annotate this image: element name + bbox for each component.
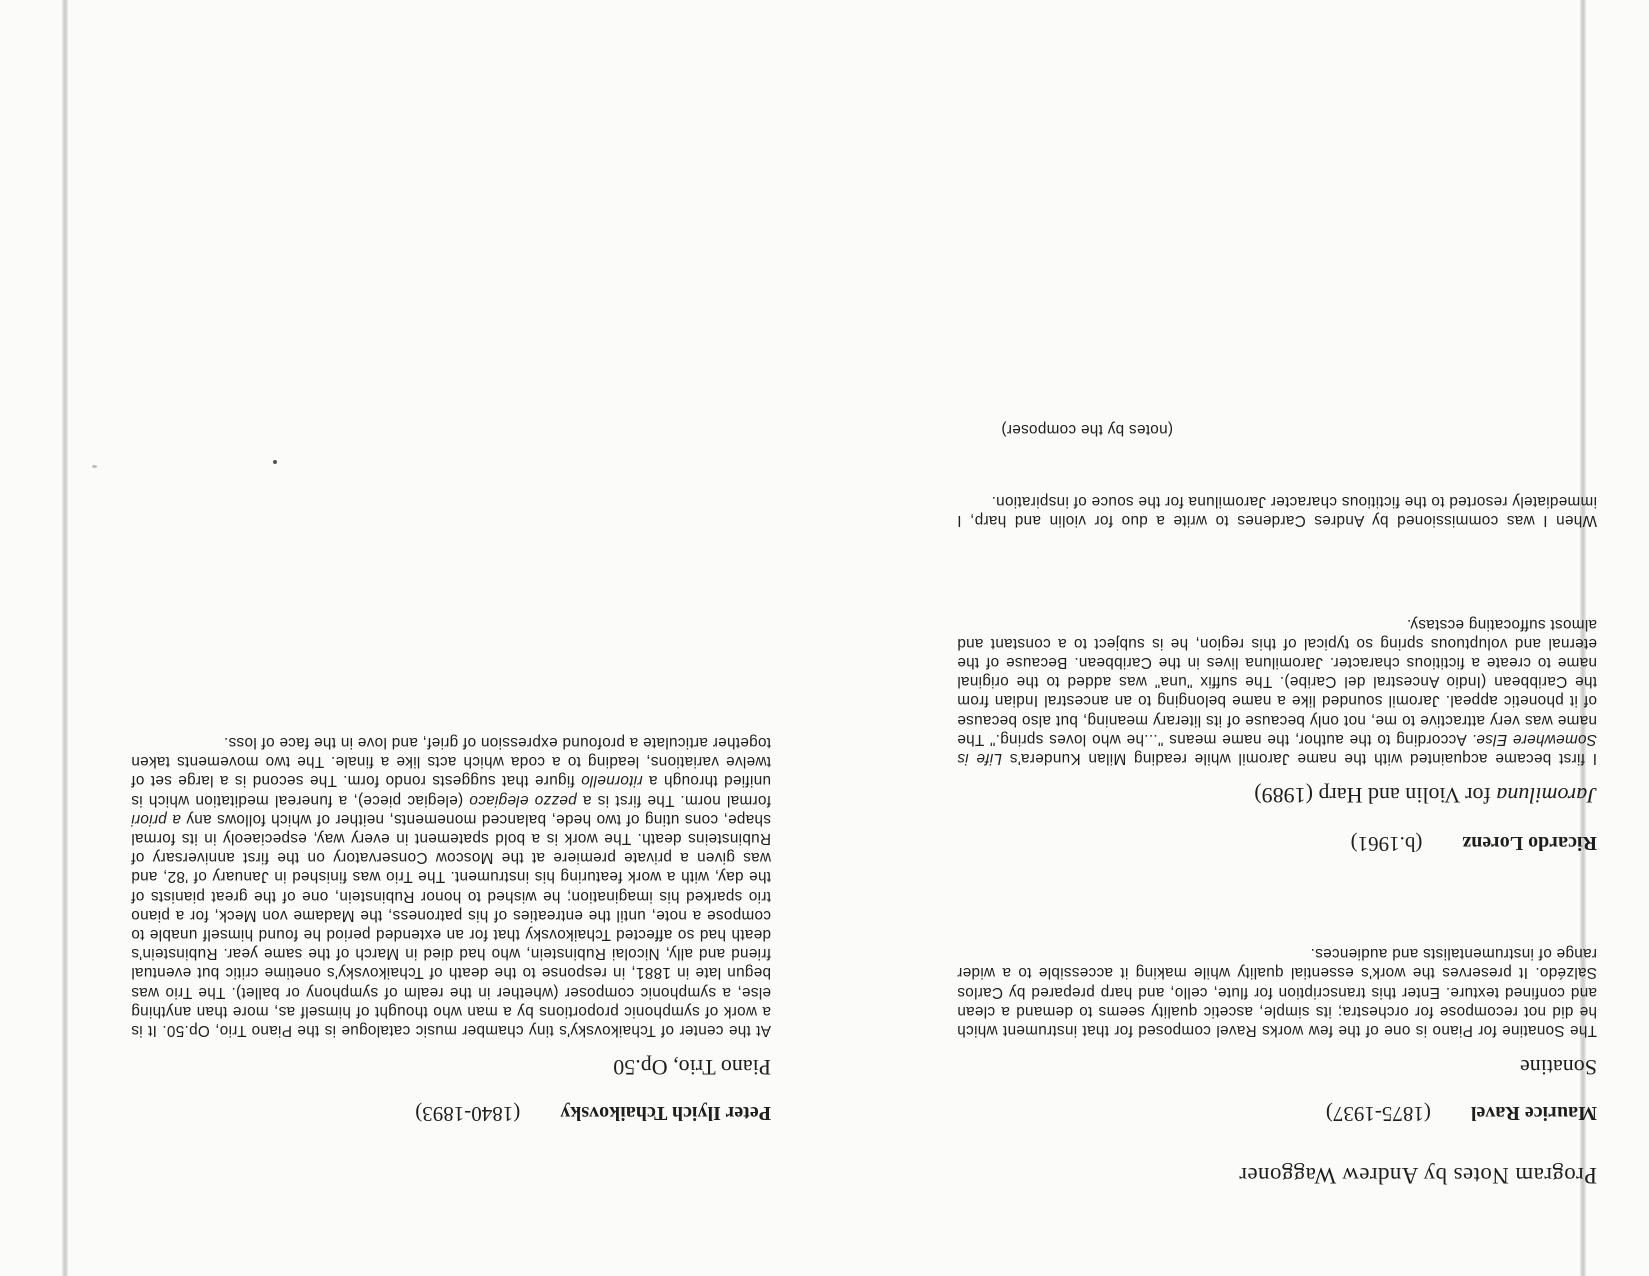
composer-dates: (1840-1893)	[415, 1102, 521, 1126]
composer-heading-lorenz	[1351, 831, 1597, 856]
composer-credit: (notes by the composer)	[1001, 421, 1173, 438]
work-title-rest: for Violin and Harp (1989)	[1254, 783, 1497, 808]
program-notes-title: Program Notes by Andrew Waggoner	[1238, 1163, 1597, 1188]
ink-speck	[273, 460, 277, 464]
book-title: Life is Somewhere Else.	[956, 730, 1597, 767]
text-run: (elegiac piece), a funereal meditation which is unified through a	[131, 772, 771, 809]
composer-heading-tchaikovsky	[415, 1101, 771, 1126]
text-run: formal norm. The first is a	[576, 791, 771, 809]
italic-term: a priori	[131, 810, 181, 828]
text-run: According to the author, the name means "...he who loves spring." The name was very attractive to me, not only because of its literary meaning, but also because of it phonetic appeal. Jaromil sounded like a name belonging to an ancestral Indian from the Caribbean (Indio Ancestral del Caribe). The suffix "una" was added to the original name to create a fictitious character. Jaromiluna lives in the Caribbean. Because of the eternal and voluptuous spring so typical of this region, he is subject to a constant and almost suffocating ecstasy.	[957, 615, 1597, 748]
composer-dates: (b.1961)	[1350, 832, 1423, 856]
text-run: I first became acquainted with the name Jaromil while reading Milan Kundera's	[1002, 750, 1597, 767]
italic-term: pezzo elegiaco	[469, 791, 577, 809]
composer-name: Peter Ilyich Tchaikovsky	[560, 1102, 771, 1124]
text-run: At the center of Tchaikovsky's tiny chamber music catalogue is the Piano Trio, Op.50. It is a work of symphonic proportions by a man who thought of himself as, more than anything else, a symphonic composer (whether in the realm of symphony or ballet). The Trio was begun late in 1881, in response to the death of Tchaikovsky's onetime critic but eventual friend and ally, Nicolai Rubinstein, who had died in March of the same year. Rubinstein's death had so affected Tchaikovsky that for an extended period he found himself unable to compose a note, until the entreaties of his patroness, the Madame von Meck, for a piano trio sparked his imagination; he wished to honor Rubinstein, one of the great pianists of the day, with a work featuring his instrument. The Trio was finished in January of '82, and was given a private premiere at the Moscow Conservatory on the first anniversary of Rubinsteins death. The work is a bold spatement in every way, especiaeoly in its formal shape, cons uting of two hede, balanced monements, neither of which follows any	[131, 810, 771, 1039]
composer-heading-ravel	[1326, 1101, 1597, 1126]
work-title-jaromiluna	[1254, 782, 1597, 808]
work-title-italic: Jaromiluna	[1496, 783, 1597, 808]
lorenz-paragraph-1	[957, 614, 1597, 768]
tchaikovsky-paragraph	[131, 733, 771, 1040]
ravel-paragraph: The Sonatine for Piano is one of the few works Ravel composed for that instrument which he did not recompose for orchestra; its simple, ascetic quality seems to demand a clean and confined texture. Enter this transcription for flute, cello, and harp prepared by Carlos Salzédo. It preserves the work's essential quality while making it accessible to a wider range of instrumentalists and audiences.	[957, 945, 1597, 1039]
ink-speck	[92, 465, 97, 468]
italic-term: ritornello	[580, 772, 643, 790]
composer-dates: (1875-1937)	[1325, 1102, 1431, 1126]
composer-name: Maurice Ravel	[1470, 1102, 1597, 1124]
text-run: figure that suggests rondo form. The second is a large set of twelve variations, leading to a coda which acts like a finale. The two movements taken together articulate a profound expression of grief, and love in the face of loss.	[131, 733, 771, 790]
work-title-sonatine: Sonatine	[1520, 1055, 1597, 1080]
composer-name: Ricardo Lorenz	[1462, 832, 1597, 854]
lorenz-paragraph-2: When I was commissioned by Andres Cardenes to write a duo for violin and harp, I immediately resorted to the fictitious character Jaromiluna for the souce of inspiration.	[957, 492, 1597, 529]
work-title-piano-trio: Piano Trio, Op.50	[613, 1055, 771, 1080]
